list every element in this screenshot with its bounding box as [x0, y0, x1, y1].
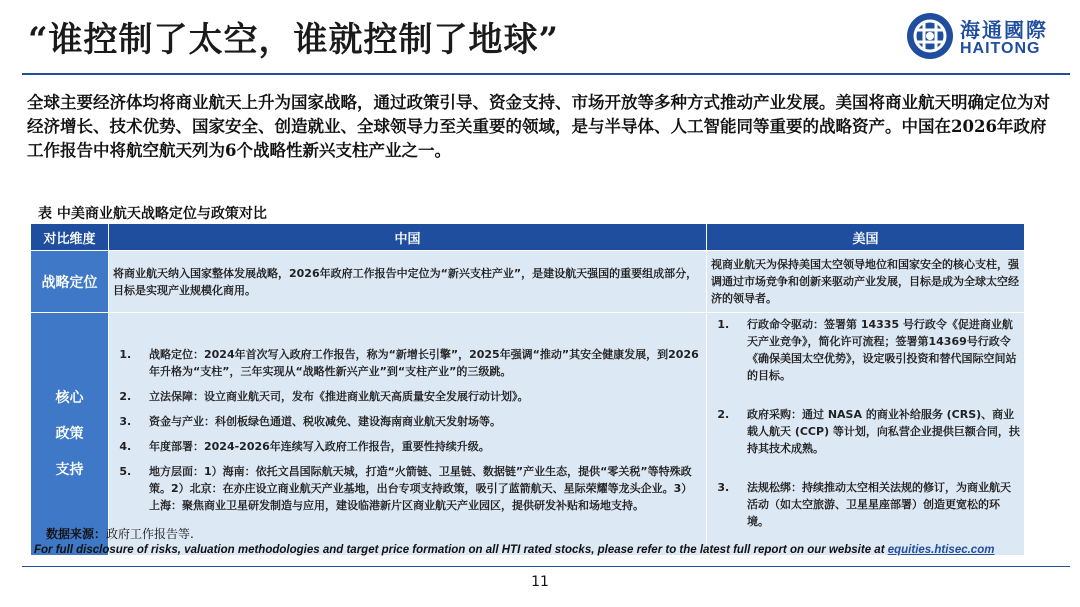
list-item: 3. 法规松绑：持续推动太空相关法规的修订，为商业航天活动（如太空旅游、卫星星座部署）创造更宽松的环境。: [733, 479, 1020, 530]
data-source: [46, 525, 194, 542]
haitong-logo-icon: [906, 12, 954, 60]
source-text: 政府工作报告等.: [106, 527, 194, 541]
row-label-line: 支持: [55, 462, 84, 478]
row-label-policy: [31, 313, 109, 556]
header-us: 美国: [707, 224, 1025, 251]
list-item: 2. 政府采购：通过 NASA 的商业补给服务 (CRS)、商业载人航天 (CCP) 等计划，向私营企业提供巨额合同，扶持其技术成熟。: [733, 406, 1020, 457]
footer-divider: [22, 566, 1070, 567]
list-item: 5. 地方层面：1）海南：依托文昌国际航天城，打造“火箭链、卫星链、数据链”产业生态，提供“零关税”等特殊政策。2）北京：在亦庄设立商业航天产业基地，出台专项支持政策，吸引了蓝箭航天、星际荣耀等龙头企业。3）上海：聚焦商业卫星研发制造与应用，建设临港新片区商业航天产业园区，提供研发补贴和场地支持。: [135, 463, 702, 514]
disclaimer-text: For full disclosure of risks, valuation methodologies and target price formation on all HTI rated stocks, please refer to the latest full report on our website at: [34, 544, 888, 556]
list-item: 4. 年度部署：2024-2026年连续写入政府工作报告，重要性持续升级。: [135, 438, 702, 455]
list-item: 3. 资金与产业：科创板绿色通道、税收减免、建设海南商业航天发射场等。: [135, 413, 702, 430]
china-strategy-cell: 将商业航天纳入国家整体发展战略，2026年政府工作报告中定位为“新兴支柱产业”，是建设航天强国的重要组成部分，目标是实现产业规模化商用。: [109, 251, 707, 313]
table-row-policy: [31, 313, 1025, 556]
header-divider: [22, 73, 1070, 75]
china-policy-cell: [109, 313, 707, 556]
us-policy-cell: [707, 313, 1025, 556]
us-strategy-cell: 视商业航天为保持美国太空领导地位和国家安全的核心支柱，强调通过市场竞争和创新来驱动产业发展，目标是成为全球太空经济的领导者。: [707, 251, 1025, 313]
table-row-strategy: [31, 251, 1025, 313]
page-number: 11: [531, 574, 549, 590]
row-label-line: 政策: [55, 426, 84, 442]
page-title: “谁控制了太空，谁就控制了地球”: [28, 20, 560, 60]
website-link[interactable]: equities.htisec.com: [887, 544, 995, 556]
table-header-row: [31, 224, 1025, 251]
disclaimer: [34, 544, 994, 556]
list-item: 1. 行政命令驱动：签署第 14335 号行政令《促进商业航天产业竞争》，简化许可流程；签署第14369号行政令《确保美国太空优势》，设定吸引投资和替代国际空间站的目标。: [733, 316, 1020, 384]
haitong-logo: [906, 10, 1066, 64]
logo-text-cn: 海通國際: [960, 18, 1048, 42]
table-caption: 表 中美商业航天战略定位与政策对比: [38, 206, 267, 222]
comparison-table: [30, 223, 1025, 556]
list-item: 2. 立法保障：设立商业航天司，发布《推进商业航天高质量安全发展行动计划》。: [135, 388, 702, 405]
row-label-line: 核心: [55, 390, 84, 406]
header-china: 中国: [109, 224, 707, 251]
logo-text-en: HAITONG: [960, 40, 1041, 57]
row-label-strategy: 战略定位: [31, 251, 109, 313]
list-item: 1. 战略定位：2024年首次写入政府工作报告，称为“新增长引擎”，2025年强调“推动”其安全健康发展，到2026年升格为“支柱”，三年实现从“战略性新兴产业”到“支柱产业”的三级跳。: [135, 346, 702, 380]
intro-paragraph: 全球主要经济体均将商业航天上升为国家战略，通过政策引导、资金支持、市场开放等多种方式推动产业发展。美国将商业航天明确定位为对经济增长、技术优势、国家安全、创造就业、全球领导力至关重要的领域，是与半导体、人工智能同等重要的战略资产。中国在2026年政府工作报告中将航空航天列为6个战略性新兴支柱产业之一。: [27, 93, 1050, 160]
source-label: 数据来源：: [46, 527, 107, 541]
header-dimension: 对比维度: [31, 224, 109, 251]
